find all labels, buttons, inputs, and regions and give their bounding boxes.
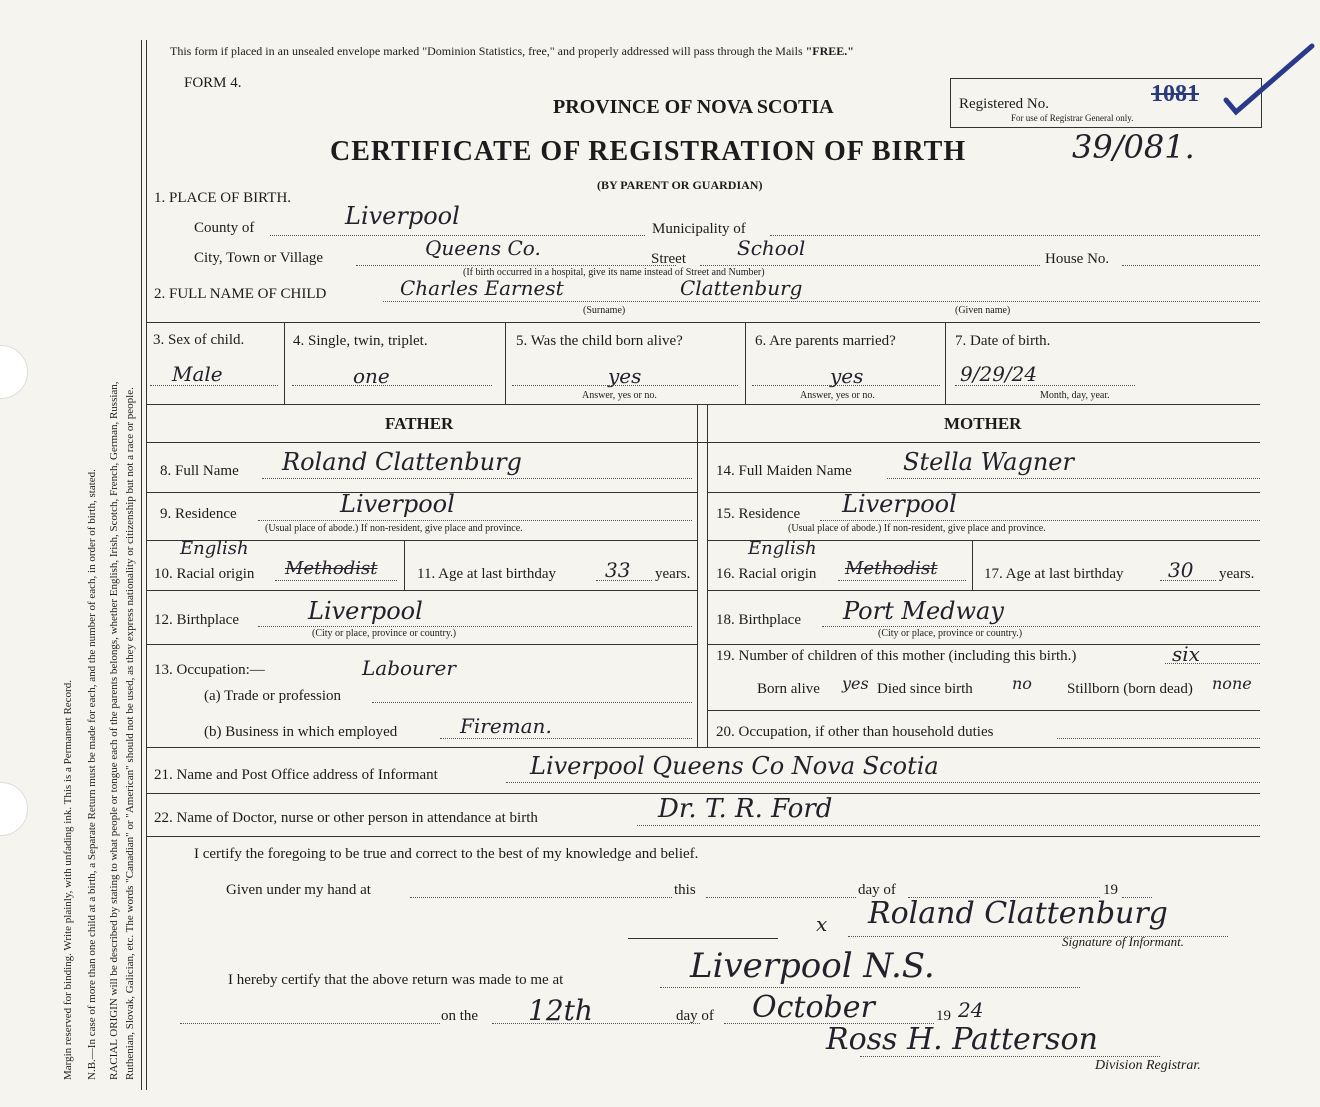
registrar-note: For use of Registrar General only.	[1011, 113, 1134, 123]
house-label: House No.	[1045, 251, 1110, 267]
born-alive-label: Born alive	[757, 681, 820, 697]
doctor-label: 22. Name of Doctor, nurse or other person in attendance at birth	[154, 810, 538, 826]
registered-label: Registered No.	[959, 96, 1049, 112]
mother-children-label: 19. Number of children of this mother (including this birth.)	[716, 648, 1077, 664]
died-value: no	[1012, 674, 1032, 693]
side-note-3: RACIAL ORIGIN will be described by stating to what people or tongue each of the parents belongs, whether English, Irish, Scotch, French, German, Russian,	[108, 381, 120, 1080]
mail-notice-text: This form if placed in an unsealed envelope marked "Dominion Statistics, free," and properly addressed will pass through the Mails	[170, 44, 803, 58]
registrar-blank-line	[180, 1023, 440, 1024]
given-label: Given under my hand at	[226, 882, 371, 898]
rule-row3-3	[745, 322, 746, 404]
registrar-place-line	[660, 987, 1080, 988]
margin-rule-inner	[146, 40, 147, 1090]
rule-row3-1	[284, 322, 285, 404]
sex-label: 3. Sex of child.	[153, 332, 245, 348]
rule-row3-4	[945, 322, 946, 404]
dob-label: 7. Date of birth.	[955, 333, 1051, 349]
signature-label: Signature of Informant.	[1062, 934, 1184, 949]
rule-m14	[707, 492, 1260, 493]
division-registrar-label: Division Registrar.	[1095, 1058, 1201, 1073]
dob-line	[955, 385, 1135, 386]
child-given-names: Charles Earnest	[400, 276, 564, 300]
father-birthplace-line	[258, 626, 692, 627]
father-age-line	[596, 580, 652, 581]
mail-notice	[170, 44, 854, 59]
doctor-value: Dr. T. R. Ford	[658, 794, 833, 824]
registrar-day: 12th	[528, 994, 593, 1027]
plurality-label: 4. Single, twin, triplet.	[293, 333, 428, 349]
given-name-note: (Given name)	[955, 305, 1011, 316]
signature-line	[628, 938, 778, 939]
house-line	[1122, 265, 1260, 266]
registrar-year-prefix: 19	[936, 1008, 951, 1024]
side-note-4: Ruthenian, Slovak, Galician, etc. The words "Canadian" or "American" should not be used, as they express nationality or citizenship but not a race or people.	[124, 387, 136, 1080]
father-origin-line	[275, 580, 397, 581]
mother-occupation-line	[1057, 738, 1260, 739]
father-origin-struck: Methodist	[285, 558, 378, 579]
mother-origin-label: 16. Racial origin	[716, 566, 817, 582]
place-of-birth-heading: 1. PLACE OF BIRTH.	[154, 190, 292, 206]
rule-parents-bottom	[146, 747, 1260, 748]
rule-row3-top	[146, 322, 1260, 323]
dob-note: Month, day, year.	[1040, 390, 1110, 401]
handwritten-number: 39/081.	[1072, 128, 1195, 166]
hospital-note: (If birth occurred in a hospital, give its name instead of Street and Number)	[463, 267, 765, 278]
rule-22	[146, 836, 1260, 837]
county-value: Liverpool	[345, 202, 460, 230]
mother-residence-line	[820, 520, 1260, 521]
side-note-2: N.B.—In case of more than one child at a birth, a Separate Return must be made for each, and the number of each, in order of birth, stated.	[86, 469, 98, 1080]
mother-name-line	[887, 478, 1260, 479]
stillborn-value: none	[1212, 674, 1252, 693]
this-label: this	[674, 882, 696, 898]
father-birthplace-label: 12. Birthplace	[154, 612, 239, 628]
registered-value: 1081	[1151, 81, 1199, 107]
registrar-place: Liverpool N.S.	[690, 946, 935, 986]
sex-line	[150, 385, 278, 386]
on-the-label: on the	[441, 1008, 479, 1024]
father-heading: FATHER	[385, 414, 454, 433]
registrar-signature: Ross H. Patterson	[826, 1022, 1098, 1057]
married-label: 6. Are parents married?	[755, 333, 896, 349]
mother-name: Stella Wagner	[903, 448, 1074, 476]
died-label: Died since birth	[877, 681, 973, 697]
stillborn-label: Stillborn (born dead)	[1067, 681, 1193, 697]
registrar-month: October	[752, 990, 875, 1025]
child-name-line	[383, 301, 1260, 302]
father-origin: English	[180, 538, 249, 559]
city-line	[356, 265, 676, 266]
rule-f10	[404, 540, 405, 590]
rule-f11	[146, 590, 697, 591]
city-value: Queens Co.	[425, 236, 541, 260]
rule-m19	[707, 710, 1260, 711]
alive-line	[512, 385, 738, 386]
plurality-value: one	[353, 364, 390, 388]
mother-residence-note: (Usual place of abode.) If non-resident, give place and province.	[788, 523, 1046, 534]
father-business-label: (b) Business in which employed	[204, 724, 398, 740]
margin-rule	[141, 40, 142, 1090]
registered-box	[950, 78, 1262, 128]
mother-age-line	[1160, 580, 1216, 581]
father-birthplace-note: (City or place, province or country.)	[312, 628, 457, 639]
father-trade-label: (a) Trade or profession	[204, 688, 342, 704]
mother-birthplace-label: 18. Birthplace	[716, 612, 801, 628]
rule-m16	[972, 540, 973, 590]
registrar-statement: I hereby certify that the above return was made to me at	[228, 972, 564, 988]
binding-hole-bottom	[0, 782, 28, 836]
alive-label: 5. Was the child born alive?	[516, 333, 683, 349]
registrar-year: 24	[958, 998, 984, 1022]
mother-years: years.	[1219, 566, 1255, 582]
certify-statement: I certify the foregoing to be true and correct to the best of my knowledge and belief.	[194, 846, 699, 862]
father-residence-label: 9. Residence	[160, 506, 237, 522]
father-trade-line	[372, 702, 692, 703]
informant-line	[506, 782, 1260, 783]
father-residence: Liverpool	[340, 490, 455, 518]
father-name-label: 8. Full Name	[160, 463, 239, 479]
married-value: yes	[830, 364, 864, 388]
street-line	[700, 265, 1040, 266]
certificate-subtitle: (BY PARENT OR GUARDIAN)	[597, 178, 763, 192]
county-label: County of	[194, 220, 255, 236]
registrar-signature-line	[860, 1056, 1160, 1057]
father-age: 33	[605, 558, 631, 582]
father-birthplace: Liverpool	[308, 597, 423, 625]
father-name-line	[262, 478, 692, 479]
side-note-1: Margin reserved for binding. Write plainly, with unfading ink. This is a Permanent Record.	[62, 680, 74, 1080]
municipality-line	[770, 235, 1260, 236]
informant-mark: x	[816, 912, 828, 936]
father-residence-note: (Usual place of abode.) If non-resident, give place and province.	[265, 523, 523, 534]
mother-origin-line	[838, 580, 966, 581]
mother-origin: English	[748, 538, 817, 559]
form-number: FORM 4.	[184, 75, 242, 91]
father-age-label: 11. Age at last birthday	[417, 566, 556, 582]
mother-children-line	[1165, 663, 1260, 664]
registrar-day-of-label: day of	[676, 1008, 714, 1024]
rule-parents-mid	[697, 404, 698, 747]
plurality-line	[292, 385, 492, 386]
street-value: School	[737, 236, 806, 260]
mother-age: 30	[1168, 558, 1194, 582]
father-residence-line	[258, 520, 692, 521]
municipality-label: Municipality of	[652, 221, 746, 237]
sex-value: Male	[172, 362, 223, 386]
mother-residence-label: 15. Residence	[716, 506, 801, 522]
father-occupation: Labourer	[362, 656, 456, 680]
mother-birthplace-note: (City or place, province or country.)	[878, 628, 1023, 639]
mother-children: six	[1172, 642, 1200, 666]
rule-parents-head	[146, 442, 1260, 443]
informant-signature: Roland Clattenburg	[868, 896, 1168, 931]
informant-value: Liverpool Queens Co Nova Scotia	[530, 752, 939, 780]
registrar-day-line	[492, 1023, 700, 1024]
mother-residence: Liverpool	[842, 490, 957, 518]
alive-value: yes	[608, 364, 642, 388]
mother-birthplace-line	[822, 626, 1260, 627]
given-place-line	[410, 897, 672, 898]
mother-origin-struck: Methodist	[845, 558, 938, 579]
binding-hole-top	[0, 345, 28, 399]
check-mark-icon	[1222, 40, 1320, 120]
dob-value: 9/29/24	[960, 362, 1038, 386]
mother-name-label: 14. Full Maiden Name	[716, 463, 852, 479]
mother-occupation-label: 20. Occupation, if other than household duties	[716, 724, 994, 740]
mother-age-label: 17. Age at last birthday	[984, 566, 1124, 582]
child-surname: Clattenburg	[680, 276, 803, 300]
father-occupation-label: 13. Occupation:—	[154, 662, 265, 678]
surname-note: (Surname)	[583, 305, 626, 316]
this-day-line	[706, 897, 856, 898]
certificate-title: CERTIFICATE OF REGISTRATION OF BIRTH	[330, 136, 967, 167]
father-years: years.	[655, 566, 691, 582]
year-prefix: 19	[1103, 882, 1118, 898]
doctor-line	[637, 825, 1260, 826]
rule-row3-2	[505, 322, 506, 404]
father-origin-label: 10. Racial origin	[154, 566, 255, 582]
rule-parents-mid2	[707, 404, 708, 747]
informant-label: 21. Name and Post Office address of Informant	[154, 767, 438, 783]
province-heading: PROVINCE OF NOVA SCOTIA	[553, 96, 834, 118]
rule-f12	[146, 644, 697, 645]
mother-heading: MOTHER	[944, 414, 1022, 433]
day-of-label: day of	[858, 882, 896, 898]
married-line	[752, 385, 940, 386]
alive-note: Answer, yes or no.	[582, 390, 657, 401]
city-label: City, Town or Village	[194, 250, 324, 266]
rule-row3-bottom	[146, 404, 1260, 405]
mother-birthplace: Port Medway	[843, 597, 1004, 625]
father-business: Fireman.	[460, 714, 552, 738]
rule-m17	[707, 590, 1260, 591]
married-note: Answer, yes or no.	[800, 390, 875, 401]
father-name: Roland Clattenburg	[282, 448, 522, 476]
child-name-label: 2. FULL NAME OF CHILD	[154, 286, 327, 302]
father-business-line	[440, 738, 692, 739]
street-label: Street	[651, 251, 686, 267]
born-alive-value: yes	[842, 674, 869, 693]
mail-free: "FREE."	[805, 44, 854, 58]
